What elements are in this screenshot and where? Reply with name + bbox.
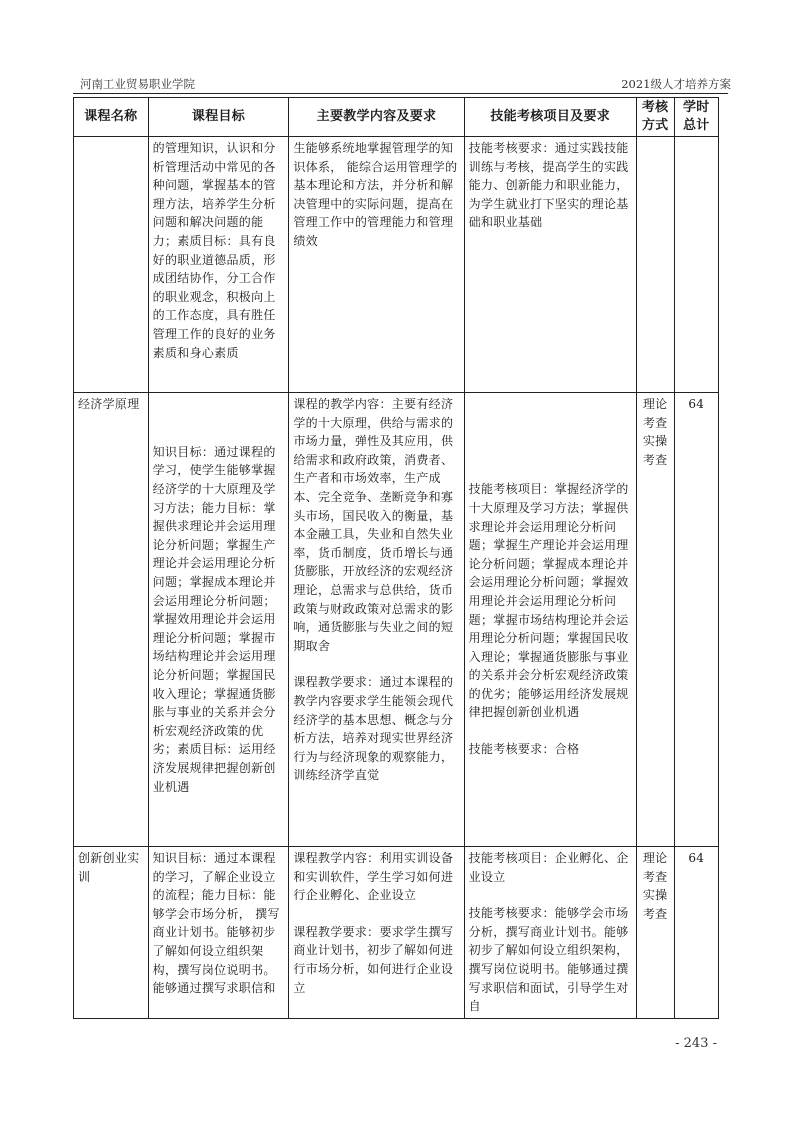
hours-cell: 64 bbox=[674, 847, 718, 1019]
course-name-cell: 创新创业实训 bbox=[74, 847, 149, 1019]
course-name-cell: 经济学原理 bbox=[74, 393, 149, 847]
col-header-method bbox=[636, 98, 674, 137]
col-header-skill: 技能考核项目及要求 bbox=[464, 98, 636, 137]
skill-paragraph: 技能考核要求：能够学会市场分析，撰写商业计划书。能够初步了解如何设立组织架构，撰写岗位说明书。能够通过撰写求职信和面试，引导学生对自 bbox=[468, 906, 629, 1014]
method-cell: 理论考查实操考查 bbox=[636, 847, 674, 1019]
content-paragraph: 课程教学要求：要求学生撰写商业计划书，初步了解如何进行市场分析，如何进行企业设立 bbox=[293, 924, 454, 995]
skill-paragraph: 技能考核项目：企业孵化、企业设立 bbox=[468, 851, 629, 884]
col-header-method-line1: 考核 bbox=[641, 100, 669, 115]
col-header-content: 主要教学内容及要求 bbox=[289, 98, 464, 137]
skill-cell bbox=[464, 137, 636, 393]
table-row bbox=[74, 137, 719, 393]
col-header-hours-line2: 总计 bbox=[683, 118, 710, 133]
header-document-title: 2021级人才培养方案 bbox=[621, 77, 731, 91]
method-cell bbox=[636, 137, 674, 393]
col-header-hours-line1: 学时 bbox=[683, 100, 710, 115]
header-institution: 河南工业贸易职业学院 bbox=[80, 77, 195, 91]
table-row bbox=[74, 847, 719, 1019]
method-cell: 理论考查实操考查 bbox=[636, 393, 674, 847]
course-goal-cell: 知识目标：通过本课程的学习，了解企业设立的流程；能力目标：能够学会市场分析， 撰写商业计划书。能够初步了解如何设立组织架构，撰写岗位说明书。能够通过撰写求职信和 bbox=[148, 847, 289, 1019]
content-cell bbox=[289, 847, 464, 1019]
table-row bbox=[74, 393, 719, 847]
curriculum-table bbox=[73, 97, 719, 1019]
paragraph-gap bbox=[469, 722, 632, 740]
content-cell bbox=[289, 393, 464, 847]
header-rule bbox=[73, 93, 728, 94]
course-name-cell bbox=[74, 137, 149, 393]
content-paragraph: 课程教学内容：利用实训设备和实训软件，学生学习如何进行企业孵化、企业设立 bbox=[293, 851, 454, 903]
paragraph-gap bbox=[469, 886, 632, 904]
content-paragraph: 课程的教学内容：主要有经济学的十大原理，供给与需求的市场力量，弹性及其应用，供给需求和政府政策，消费者、生产者和市场效率，生产成本、完全竞争、垄断竞争和寡头市场，国民收入的衡量，基本金融工具，失业和自然失业率，货币制度，货币增长与通货膨胀，开放经济的宏观经济理论，总需求与总供给，货币政策与财政政策对总需求的影响，通货膨胀与失业之间的短期取舍 bbox=[293, 397, 454, 653]
content-paragraph: 生能够系统地掌握管理学的知识体系， 能综合运用管理学的基本理论和方法，并分析和解决管理中的实际问题，提高在管理工作中的管理能力和管理绩效 bbox=[293, 141, 458, 248]
col-header-course-name: 课程名称 bbox=[74, 98, 149, 137]
col-header-method-line2: 方式 bbox=[641, 118, 669, 133]
skill-paragraph: 技能考核要求：合格 bbox=[468, 742, 580, 757]
skill-cell bbox=[464, 393, 636, 847]
hours-cell bbox=[674, 137, 718, 393]
col-header-hours bbox=[674, 98, 718, 137]
paragraph-gap bbox=[293, 905, 459, 923]
table-header-row bbox=[74, 98, 719, 137]
skill-cell bbox=[464, 847, 636, 1019]
paragraph-gap bbox=[293, 655, 459, 673]
skill-paragraph: 技能考核要求：通过实践技能训练与考核，提高学生的实践能力、创新能力和职业能力，为学生就业打下坚实的理论基础和职业基础 bbox=[468, 141, 629, 230]
skill-paragraph: 技能考核项目：掌握经济学的十大原理及学习方法；掌握供求理论并会运用理论分析问题；掌握生产理论并会运用理论分析问题；掌握成本理论并会运用理论分析问题；掌握效用理论并会运用理论分析问题；掌握市场结构理论并会运用理论分析问题；掌握国民收入理论；掌握通货膨胀与事业的关系并会分析宏观经济政策的优劣；能够运用经济发展规律把握创新创业机遇 bbox=[468, 482, 629, 720]
course-goal-cell: 知识目标：通过课程的学习，使学生能够掌握经济学的十大原理及学习方法；能力目标：掌握供求理论并会运用理论分析问题；掌握生产理论并会运用理论分析问题；掌握成本理论并会运用理论分析问题；掌握效用理论并会运用理论分析问题；掌握市场结构理论并会运用理论分析问题；掌握国民收入理论；掌握通货膨胀与事业的关系并会分析宏观经济政策的优劣；素质目标：运用经济发展规律把握创新创业机遇 bbox=[148, 393, 289, 847]
col-header-course-goal: 课程目标 bbox=[148, 98, 289, 137]
hours-cell: 64 bbox=[674, 393, 718, 847]
page-number: - 243 - bbox=[675, 1036, 717, 1051]
content-cell bbox=[289, 137, 464, 393]
course-goal-cell: 的管理知识，认识和分析管理活动中常见的各种问题，掌握基本的管理方法，培养学生分析问题和解决问题的能力；素质目标：具有良好的职业道德品质，形成团结协作，分工合作的职业观念，积极向上的工作态度，具有胜任管理工作的良好的业务素质和身心素质 bbox=[148, 137, 289, 393]
content-paragraph: 课程教学要求：通过本课程的教学内容要求学生能领会现代经济学的基本思想、概念与分析方法，培养对现实世界经济行为与经济现象的观察能力，训练经济学直觉 bbox=[293, 675, 454, 783]
